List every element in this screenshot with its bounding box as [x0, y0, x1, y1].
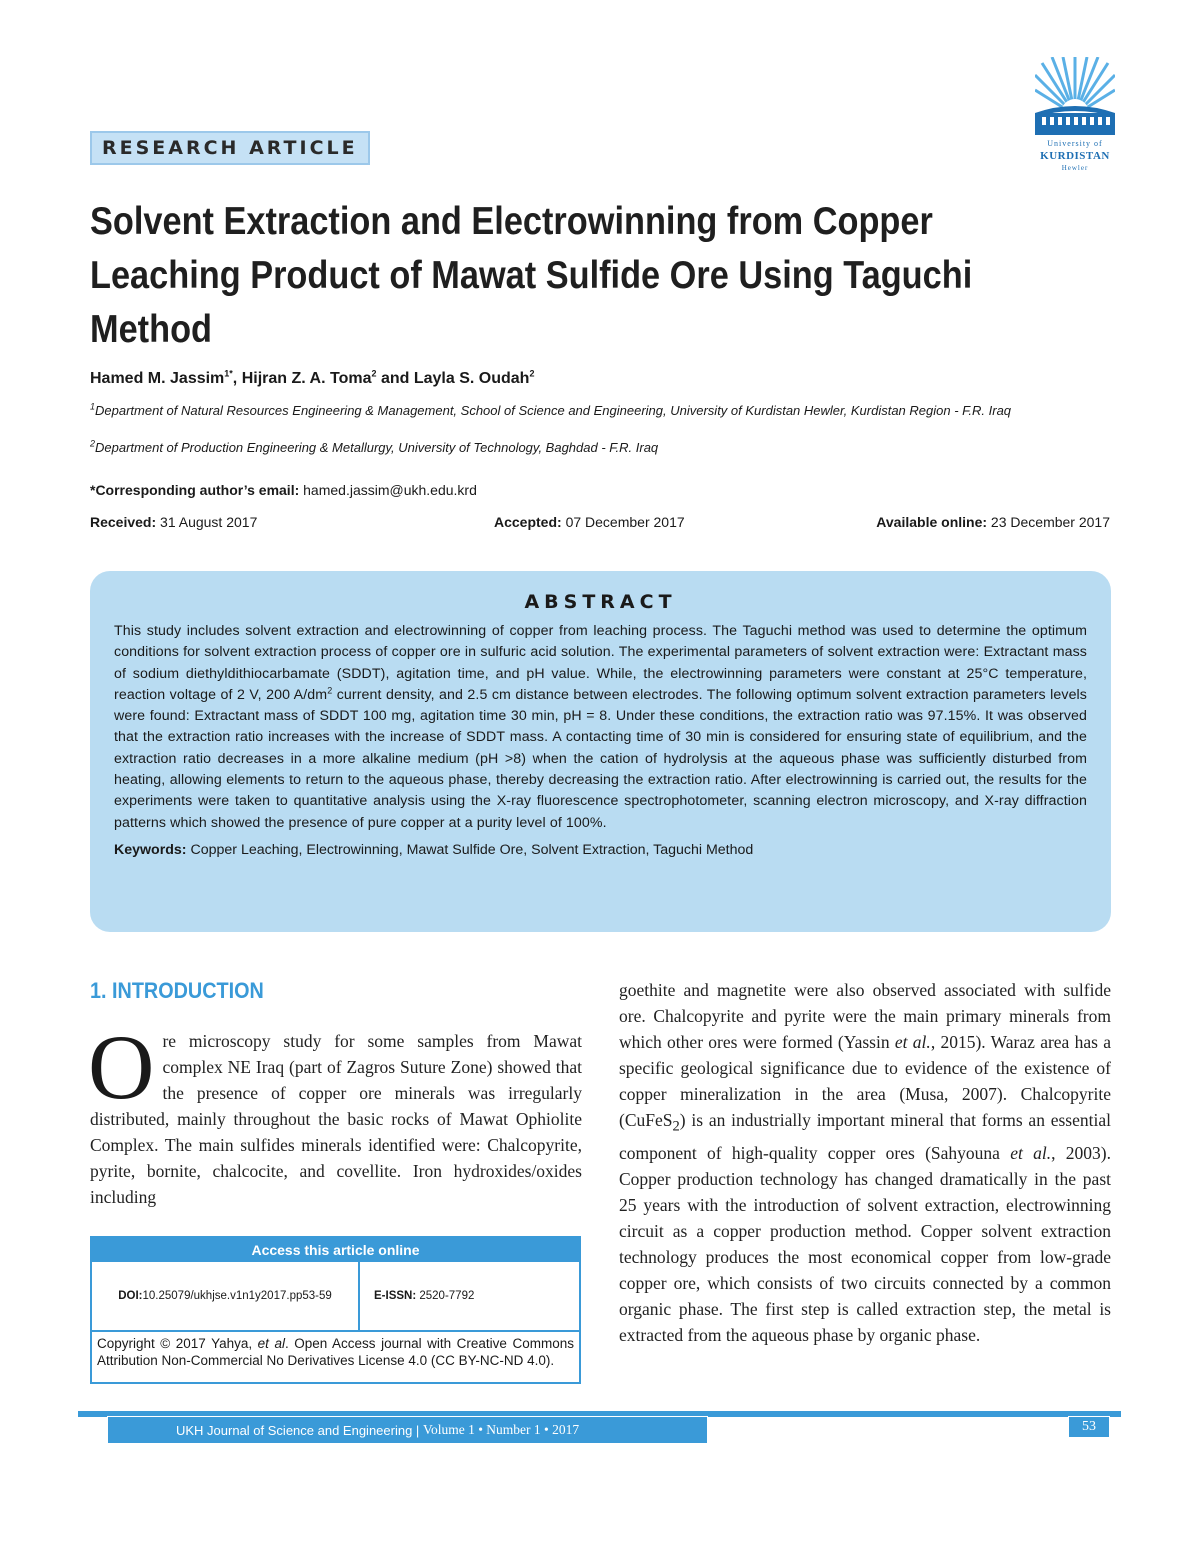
- doi-value[interactable]: 10.25079/ukhjse.v1n1y2017.pp53-59: [142, 1290, 332, 1302]
- doi-cell: [92, 1262, 360, 1330]
- keywords: [114, 842, 1087, 858]
- author-separator: ,: [232, 370, 242, 387]
- copyright-italic: et al: [257, 1336, 285, 1351]
- intro-left-text: re microscopy study for some samples from Mawat complex NE Iraq (part of Zagros Suture Zone) showed that the presence of copper ore minerals was irregularly distributed, mainly throughout the basic rocks of Mawat Ophiolite Complex. The main sulfides minerals identified were: Chalcopyrite, pyrite, bornite, chalcocite, and covellite. Iron hydroxides/oxides including: [90, 1031, 582, 1207]
- abstract-text-part1: This study includes solvent extraction and electrowinning of copper from leaching process. The Taguchi method was used to determine the optimum conditions for solvent extraction process of copper ore in sulfuric acid solution. The experimental parameters of solvent extraction were: Extractant mass of sodium diethyldithiocarbamate (SDDT), agitation time, and pH value. While, the electrowinning parameters were constant at 25°C temperature, reaction voltage of 2 V, 200 A/dm: [114, 623, 1087, 703]
- copyright-text-a: Copyright © 2017 Yahya,: [97, 1336, 258, 1351]
- keywords-text: Copper Leaching, Electrowinning, Mawat Sulfide Ore, Solvent Extraction, Taguchi Method: [190, 841, 754, 858]
- received-value: 31 August 2017: [160, 514, 258, 530]
- author-separator: and: [376, 370, 414, 387]
- abstract-text-part2: current density, and 2.5 cm distance between electrodes. The following optimum solvent extraction parameters levels were found: Extractant mass of SDDT 100 mg, agitation time 30 min, pH = 8. Under these conditions, the extraction ratio was 97.15%. It was observed that the extraction ratio increases with the increase of SDDT mass. A contacting time of 30 min is considered for ensuring state of equilibrium, and the extraction ratio decreases in a more alkaline medium (pH >8) when the cation of hydrolysis at the aqueous phase was sufficiently disturbed from heating, allowing elements to return to the aqueous phase, thereby decreasing the extraction ratio. After electrowinning is carried out, the results for the experiments were taken to quantitative analysis using the X-ray fluorescence spectrophotometer, scanning electron microscopy, and X-ray diffraction patterns which showed the presence of pure copper at a purity level of 100%.: [114, 686, 1087, 831]
- intro-left-column: [88, 1016, 582, 1210]
- logo-caption-line2: KURDISTAN: [1040, 150, 1110, 162]
- logo-caption-line1: University of: [1047, 139, 1103, 148]
- affiliation-text: Department of Natural Resources Engineering & Management, School of Science and Engineering, University of Kurdistan Hewler, Kurdistan Region - F.R. Iraq: [95, 403, 1012, 418]
- received-label: Received:: [90, 514, 157, 530]
- issn-label: E-ISSN:: [374, 1290, 417, 1302]
- article-type-label: [90, 131, 370, 165]
- footer-volume: Volume 1 • Number 1 • 2017: [422, 1422, 580, 1437]
- university-logo: [1030, 55, 1120, 175]
- logo-caption-line3: Hewler: [1061, 164, 1089, 172]
- online-date: [876, 514, 1110, 530]
- keywords-label: Keywords:: [114, 841, 187, 858]
- accepted-value: 07 December 2017: [565, 514, 685, 530]
- access-box-ids-row: [92, 1262, 579, 1332]
- author-list: [90, 370, 534, 388]
- intro-right-sub: 2: [672, 1118, 680, 1135]
- intro-right-text-b: , 2015). Waraz area has a specific geological significance due to evidence of the existence of copper mineralization in the area (Musa, 2007). Chalcopyrite (CuFeS: [619, 1032, 1112, 1130]
- author-affil-sup: 2: [529, 368, 535, 379]
- affiliation-1: [90, 402, 1110, 419]
- issn-value: 2520-7792: [419, 1290, 475, 1302]
- online-label: Available online:: [876, 514, 988, 530]
- university-logo-icon: [1030, 55, 1120, 139]
- author-name: Hamed M. Jassim: [90, 370, 225, 387]
- accepted-label: Accepted:: [494, 514, 562, 530]
- footer-journal-name: UKH Journal of Science and Engineering |: [176, 1422, 420, 1438]
- access-article-box: [90, 1236, 581, 1384]
- author-name: Layla S. Oudah: [413, 370, 530, 387]
- access-box-header: Access this article online: [92, 1238, 579, 1262]
- intro-right-text-c: ) is an industrially important mineral that forms an essential component of high-quality copper ores (Sahyouna: [619, 1110, 1111, 1163]
- abstract-heading: ABSTRACT: [524, 591, 677, 613]
- intro-right-column: [619, 977, 1111, 1348]
- author-name: Hijran Z. A. Toma: [241, 370, 372, 387]
- abstract-text: [114, 621, 1087, 834]
- doi-label: DOI:: [118, 1290, 143, 1302]
- article-type-text: RESEARCH ARTICLE: [102, 137, 358, 159]
- section-heading-introduction: 1. INTRODUCTION: [90, 978, 264, 1003]
- copyright-text-b: . Open Access journal with Creative Commons Attribution Non-Commercial No Derivatives License 4.0 (CC BY-NC-ND 4.0).: [97, 1336, 574, 1368]
- intro-right-italic-a: et al.: [894, 1032, 931, 1052]
- email-label: *Corresponding author’s email:: [90, 482, 300, 498]
- affiliation-text: Department of Production Engineering & Metallurgy, University of Technology, Baghdad - F.R. Iraq: [95, 440, 659, 455]
- email-address[interactable]: hamed.jassim@ukh.edu.krd: [303, 482, 477, 498]
- dropcap: O: [88, 1016, 155, 1118]
- online-value: 23 December 2017: [990, 514, 1110, 530]
- corresponding-email: [90, 482, 477, 498]
- abstract-box: [90, 571, 1111, 932]
- accepted-date: [494, 514, 685, 530]
- intro-right-text-a: goethite and magnetite were also observed associated with sulfide ore. Chalcopyrite and pyrite were the main primary minerals from which other ores were formed (Yassin: [619, 980, 1111, 1052]
- article-title: Solvent Extraction and Electrowinning from Copper Leaching Product of Mawat Sulfide Ore Using Taguchi Method: [90, 200, 973, 351]
- abstract-unit-sup: 2: [327, 685, 333, 696]
- issn-cell: [360, 1262, 579, 1330]
- author-affil-sup: 2: [371, 368, 377, 379]
- footer-journal-box: [107, 1416, 708, 1444]
- affiliation-sup: 1: [90, 401, 96, 412]
- author-affil-sup: 1*: [224, 368, 233, 379]
- copyright-notice: [92, 1332, 579, 1373]
- page-number: 53: [1068, 1416, 1110, 1438]
- affiliation-sup: 2: [90, 438, 96, 449]
- affiliation-2: [90, 439, 1110, 456]
- intro-right-italic-c: et al.: [1010, 1142, 1052, 1163]
- intro-right-text-d: , 2003). Copper production technology has changed dramatically in the past 25 years with the introduction of solvent extraction, electrowinning circuit as a copper production method. Copper solvent extraction technology produces the most economical copper from low-grade copper ore, which consists of two circuits connected by a common organic phase. The first step is called extraction step, the metal is extracted from the aqueous phase by organic phase.: [619, 1142, 1111, 1345]
- received-date: [90, 514, 257, 530]
